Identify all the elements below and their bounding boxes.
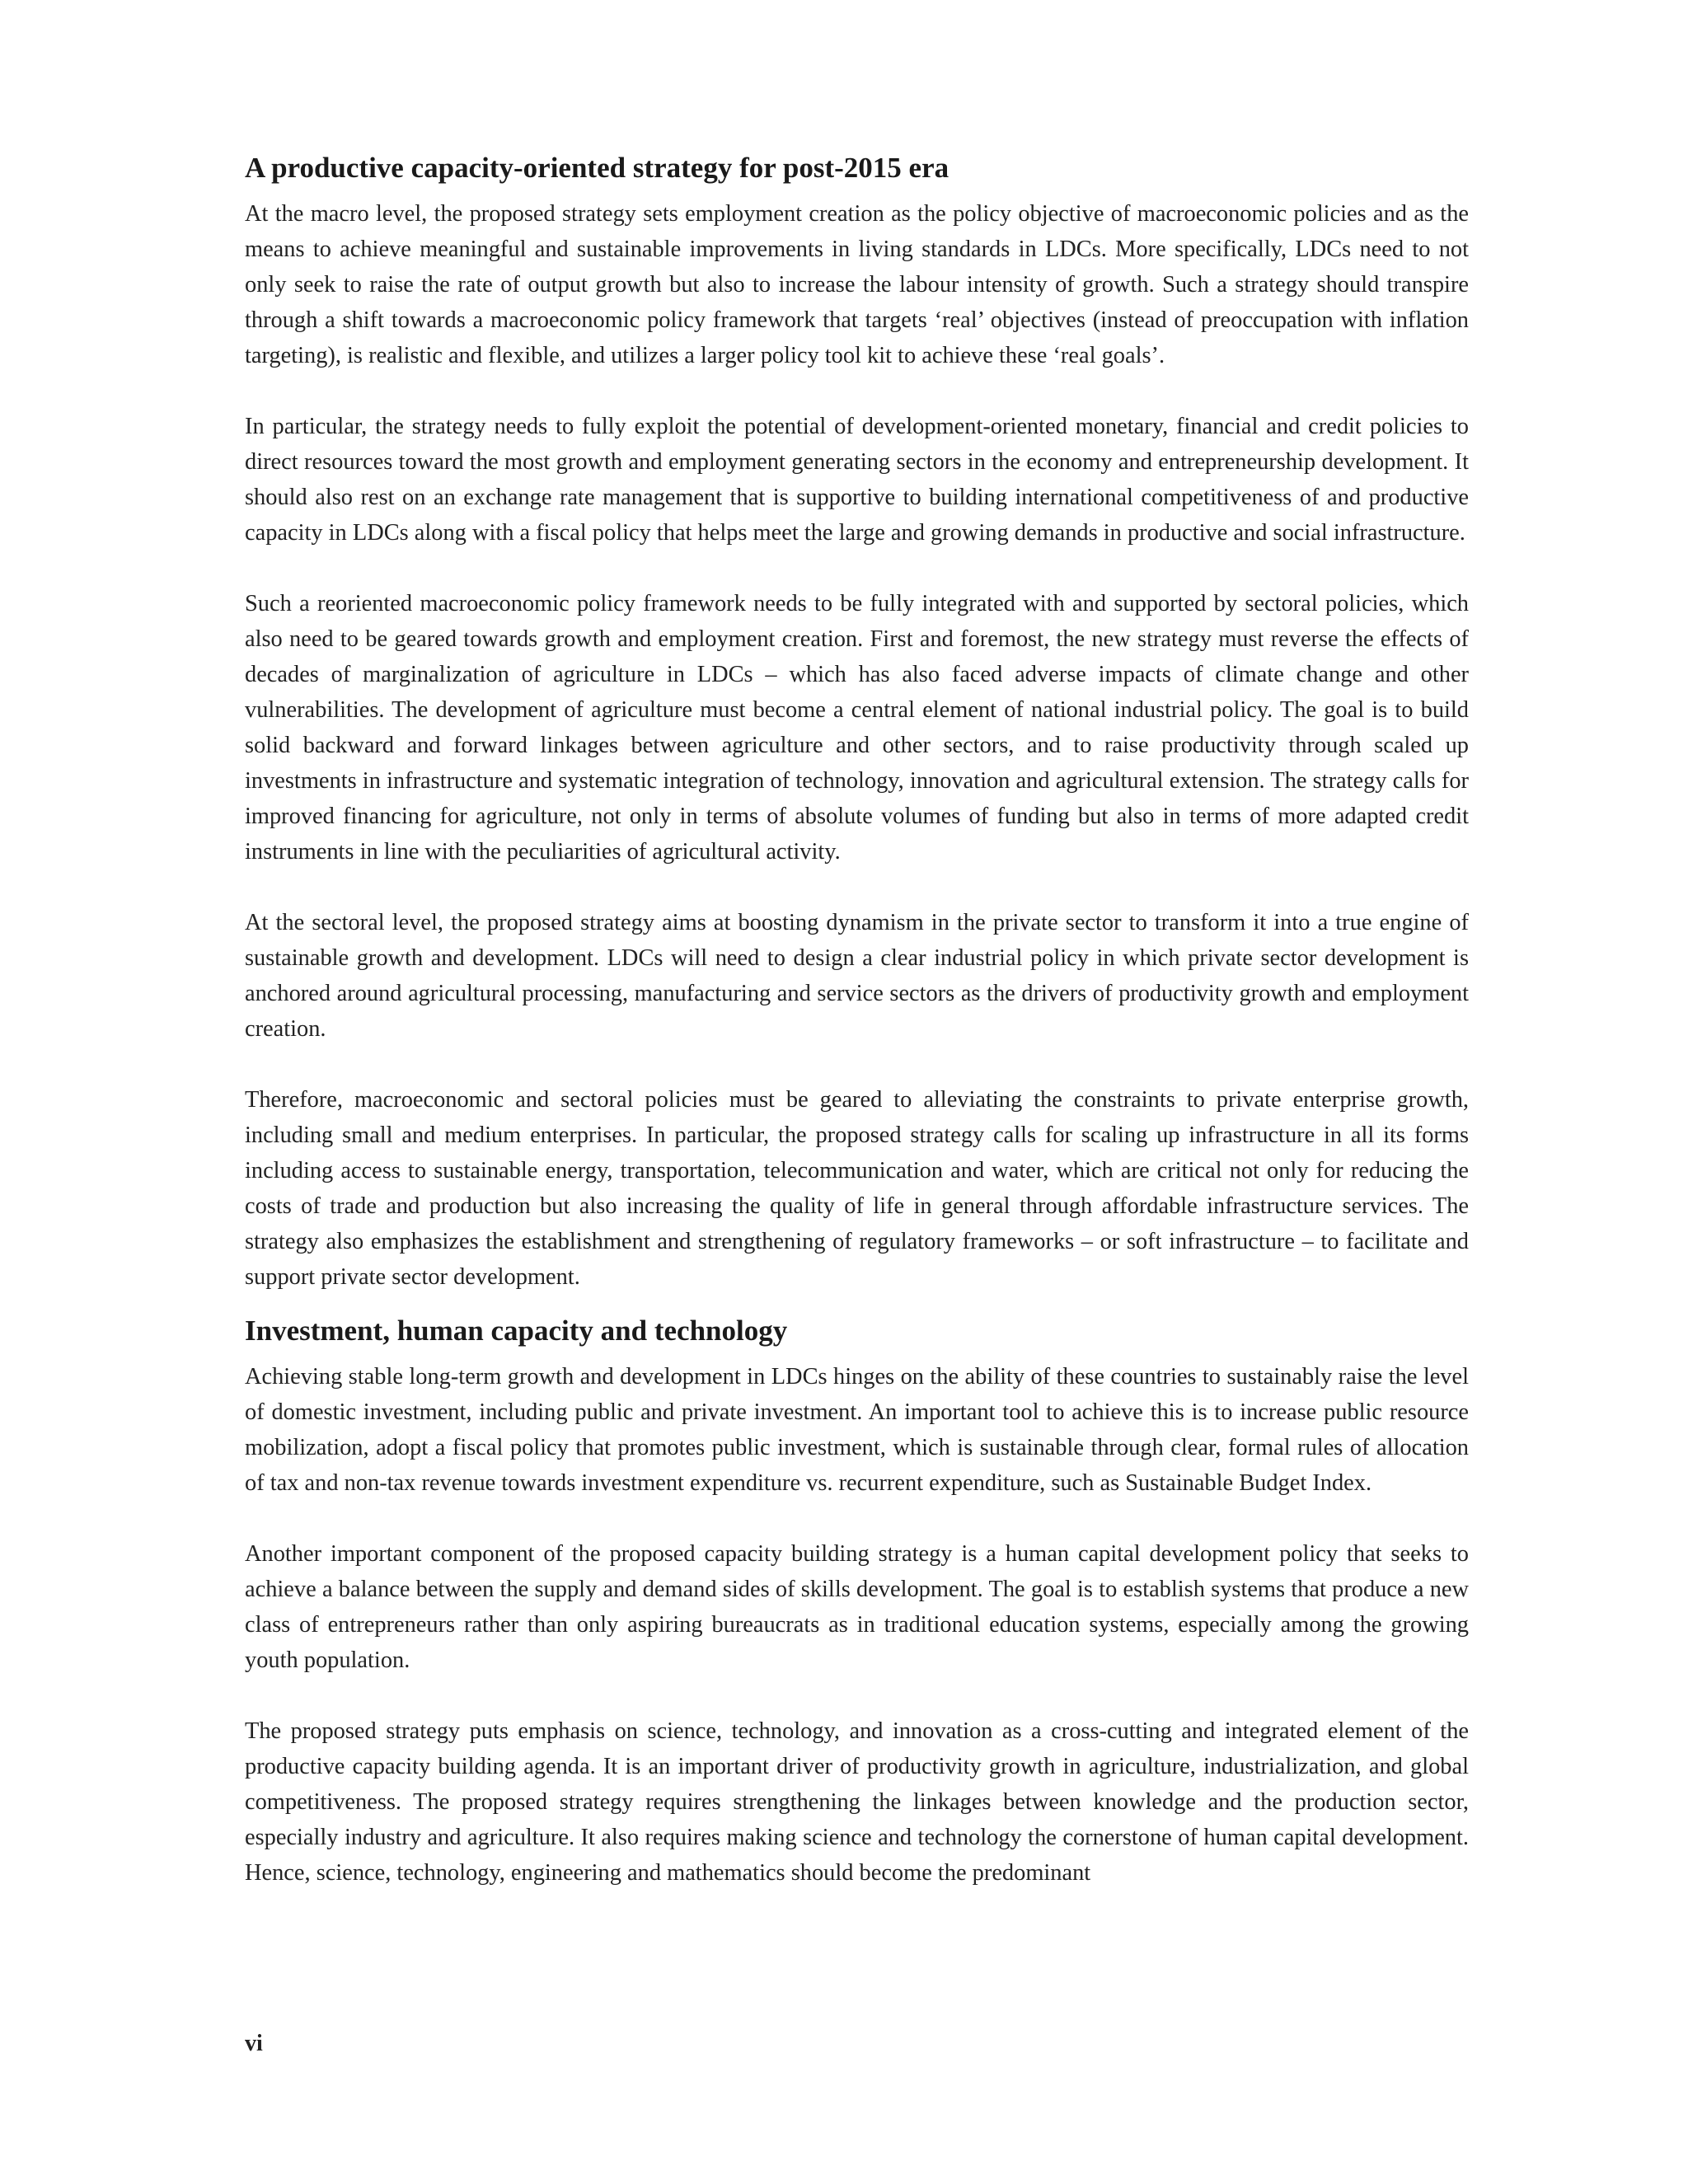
paragraph: In particular, the strategy needs to fully exploit the potential of development-oriented monetary, financial and credit policies to direct resources toward the most growth and employment generating sectors in the economy and entrepreneurship development. It should also rest on an exchange rate management that is supportive to building international competitiveness of and productive capacity in LDCs along with a fiscal policy that helps meet the large and growing demands in productive and social infrastructure. xyxy=(245,414,1469,546)
section-heading-investment: Investment, human capacity and technology xyxy=(245,1315,788,1347)
paragraph: Therefore, macroeconomic and sectoral policies must be geared to alleviating the constraints to private enterprise growth, including small and medium enterprises. In particular, the proposed strategy calls for scaling up infrastructure in all its forms including access to sustainable energy, transportation, telecommunication and water, which are critical not only for reducing the costs of trade and production but also increasing the quality of life in general through affordable infrastructure services. The strategy also emphasizes the establishment and strengthening of regulatory frameworks – or soft infrastructure – to facilitate and support private sector development. xyxy=(245,1087,1469,1290)
paragraph: At the sectoral level, the proposed strategy aims at boosting dynamism in the private sector to transform it into a true engine of sustainable growth and development. LDCs will need to design a clear industrial policy in which private sector development is anchored around agricultural processing, manufacturing and service sectors as the drivers of productivity growth and employment creation. xyxy=(245,910,1469,1042)
paragraph: The proposed strategy puts emphasis on science, technology, and innovation as a cross-cutting and integrated element of the productive capacity building agenda. It is an important driver of productivity growth in agriculture, industrialization, and global competitiveness. The proposed strategy requires strengthening the linkages between knowledge and the production sector, especially industry and agriculture. It also requires making science and technology the cornerstone of human capital development. Hence, science, technology, engineering and mathematics should become the predominant xyxy=(245,1718,1469,1886)
paragraph: At the macro level, the proposed strategy sets employment creation as the policy objective of macroeconomic policies and as the means to achieve meaningful and sustainable improvements in living standards in LDCs. More specifically, LDCs need to not only seek to raise the rate of output growth but also to increase the labour intensity of growth. Such a strategy should transpire through a shift towards a macroeconomic policy framework that targets ‘real’ objectives (instead of preoccupation with inflation targeting), is realistic and flexible, and utilizes a larger policy tool kit to achieve these ‘real goals’. xyxy=(245,201,1469,368)
paragraph: Such a reoriented macroeconomic policy framework needs to be fully integrated with and supported by sectoral policies, which also need to be geared towards growth and employment creation. First and foremost, the new strategy must reverse the effects of decades of marginalization of agriculture in LDCs – which has also faced adverse impacts of climate change and other vulnerabilities. The development of agriculture must become a central element of national industrial policy. The goal is to build solid backward and forward linkages between agriculture and other sectors, and to raise productivity through scaled up investments in infrastructure and systematic integration of technology, innovation and agricultural extension. The strategy calls for improved financing for agriculture, not only in terms of absolute volumes of funding but also in terms of more adapted credit instruments in line with the peculiarities of agricultural activity. xyxy=(245,591,1469,865)
section-heading-productive-capacity: A productive capacity-oriented strategy for post-2015 era xyxy=(245,152,950,184)
paragraph: Achieving stable long-term growth and development in LDCs hinges on the ability of these countries to sustainably raise the level of domestic investment, including public and private investment. An important tool to achieve this is to increase public resource mobilization, adopt a fiscal policy that promotes public investment, which is sustainable through clear, formal rules of allocation of tax and non-tax revenue towards investment expenditure vs. recurrent expenditure, such as Sustainable Budget Index. xyxy=(245,1364,1469,1496)
page-number: vi xyxy=(245,2031,263,2056)
paragraph: Another important component of the proposed capacity building strategy is a human capital development policy that seeks to achieve a balance between the supply and demand sides of skills development. The goal is to establish systems that produce a new class of entrepreneurs rather than only aspiring bureaucrats as in traditional education systems, especially among the growing youth population. xyxy=(245,1541,1469,1673)
document-page xyxy=(245,150,1469,1891)
